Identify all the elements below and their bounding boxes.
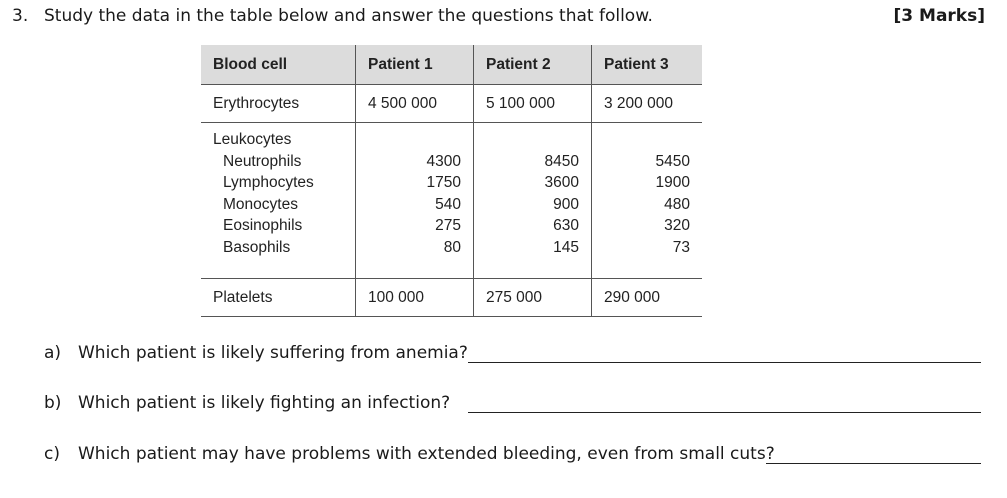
row-label: Leukocytes [213, 131, 292, 148]
cell-value: 900 [553, 195, 579, 213]
subtype-label: Monocytes [223, 195, 298, 213]
subquestion-c [44, 444, 775, 464]
cell-value: 480 [664, 195, 690, 213]
leukocyte-labels-cell [201, 123, 356, 279]
subtype-label: Lymphocytes [223, 174, 314, 191]
question-number: 3. [12, 6, 29, 26]
subquestion-label: a) [44, 343, 62, 363]
subquestion-a [44, 343, 468, 363]
subquestion-label: c) [44, 444, 60, 464]
table-row-erythrocytes [201, 85, 702, 123]
marks-label: [3 Marks] [893, 6, 985, 26]
table-header-row [201, 45, 702, 85]
header-patient-3: Patient 3 [592, 45, 703, 85]
subtype-label: Basophils [223, 238, 291, 256]
cell-value: 275 000 [474, 279, 592, 317]
subtype-label: Eosinophils [223, 217, 303, 234]
subquestion-label: b) [44, 393, 62, 413]
cell-value: 100 000 [356, 279, 474, 317]
patient-1-leukocyte-cell [356, 123, 474, 279]
cell-value: 3 200 000 [592, 85, 703, 123]
subquestion-text: Which patient is likely fighting an infection? [78, 393, 451, 413]
table-row-leukocytes [201, 123, 702, 279]
table-row-platelets [201, 279, 702, 317]
header-blood-cell: Blood cell [201, 45, 356, 85]
header-patient-1: Patient 1 [356, 45, 474, 85]
cell-value: 3600 [544, 174, 579, 191]
cell-value: 1750 [426, 174, 461, 191]
cell-value: 145 [553, 238, 579, 256]
subquestion-b [44, 393, 450, 413]
cell-value: 4 500 000 [356, 85, 474, 123]
row-label: Platelets [201, 279, 356, 317]
cell-value: 5 100 000 [474, 85, 592, 123]
cell-value: 8450 [544, 152, 579, 170]
answer-line-c[interactable] [766, 463, 981, 464]
cell-value: 320 [664, 217, 690, 234]
patient-2-leukocyte-cell [474, 123, 592, 279]
subquestion-text: Which patient is likely suffering from anemia? [78, 343, 468, 363]
cell-value: 540 [435, 195, 461, 213]
patient-3-leukocyte-cell [592, 123, 703, 279]
answer-line-a[interactable] [468, 362, 981, 363]
cell-value: 4300 [426, 152, 461, 170]
row-label: Erythrocytes [201, 85, 356, 123]
cell-value: 630 [553, 217, 579, 234]
answer-line-b[interactable] [468, 412, 981, 413]
question-text: Study the data in the table below and answer the questions that follow. [44, 6, 653, 26]
cell-value: 73 [672, 238, 690, 256]
subquestion-text: Which patient may have problems with extended bleeding, even from small cuts? [78, 444, 775, 464]
cell-value: 290 000 [592, 279, 703, 317]
cell-value: 275 [435, 217, 461, 234]
cell-value: 80 [443, 238, 461, 256]
cell-value: 5450 [655, 152, 690, 170]
header-patient-2: Patient 2 [474, 45, 592, 85]
blood-cell-table [201, 45, 702, 317]
subtype-label: Neutrophils [223, 152, 302, 170]
cell-value: 1900 [655, 174, 690, 191]
